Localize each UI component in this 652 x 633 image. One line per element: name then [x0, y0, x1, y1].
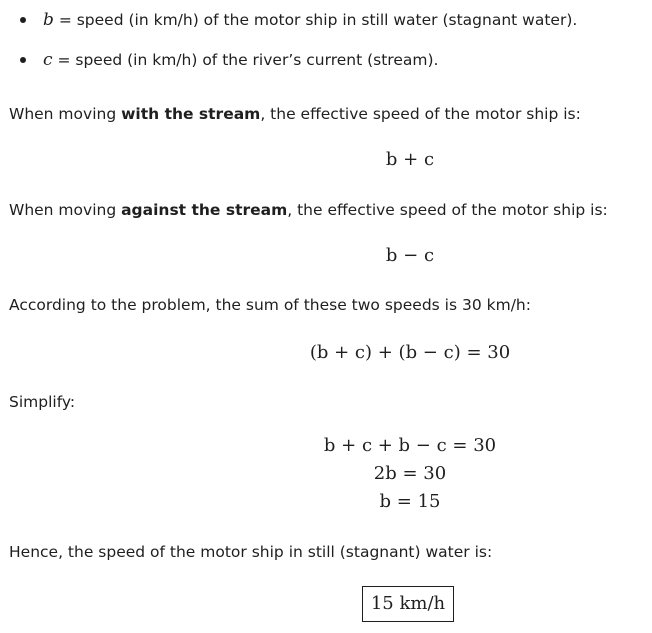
- text-segment: , the effective speed of the motor ship is:: [287, 201, 608, 219]
- paragraph-simplify: Simplify:: [9, 393, 76, 411]
- variable-b: b: [43, 10, 54, 30]
- paragraph-against-stream: [9, 198, 608, 222]
- bullet-item-b: [20, 8, 577, 32]
- bullet-dot-icon: [20, 17, 26, 23]
- bullet-text-c: = speed (in km/h) of the river’s current (stream).: [52, 51, 439, 69]
- bullet-item-c: [20, 48, 438, 72]
- variable-c: c: [43, 50, 53, 70]
- paragraph-conclusion: Hence, the speed of the motor ship in still (stagnant) water is:: [9, 543, 493, 561]
- text-segment: When moving: [9, 201, 122, 219]
- paragraph-with-stream: [9, 102, 581, 126]
- text-segment: , the effective speed of the motor ship is:: [260, 105, 581, 123]
- boxed-answer: 15 km/h: [362, 586, 454, 622]
- simplify-line-2: 2b = 30: [373, 463, 447, 484]
- equation-against-stream: b − c: [385, 245, 435, 266]
- simplify-line-3: b = 15: [379, 491, 441, 512]
- bullet-dot-icon: [20, 57, 26, 63]
- text-segment: When moving: [9, 105, 122, 123]
- bullet-text-b: = speed (in km/h) of the motor ship in still water (stagnant water).: [53, 11, 578, 29]
- bold-against-stream: against the stream: [121, 201, 288, 219]
- equation-sum: (b + c) + (b − c) = 30: [309, 342, 511, 363]
- simplify-equations: [0, 432, 652, 516]
- bold-with-stream: with the stream: [121, 105, 261, 123]
- paragraph-problem-statement: According to the problem, the sum of these two speeds is 30 km/h:: [9, 296, 531, 314]
- equation-with-stream: b + c: [385, 149, 435, 170]
- simplify-line-1: b + c + b − c = 30: [323, 435, 497, 456]
